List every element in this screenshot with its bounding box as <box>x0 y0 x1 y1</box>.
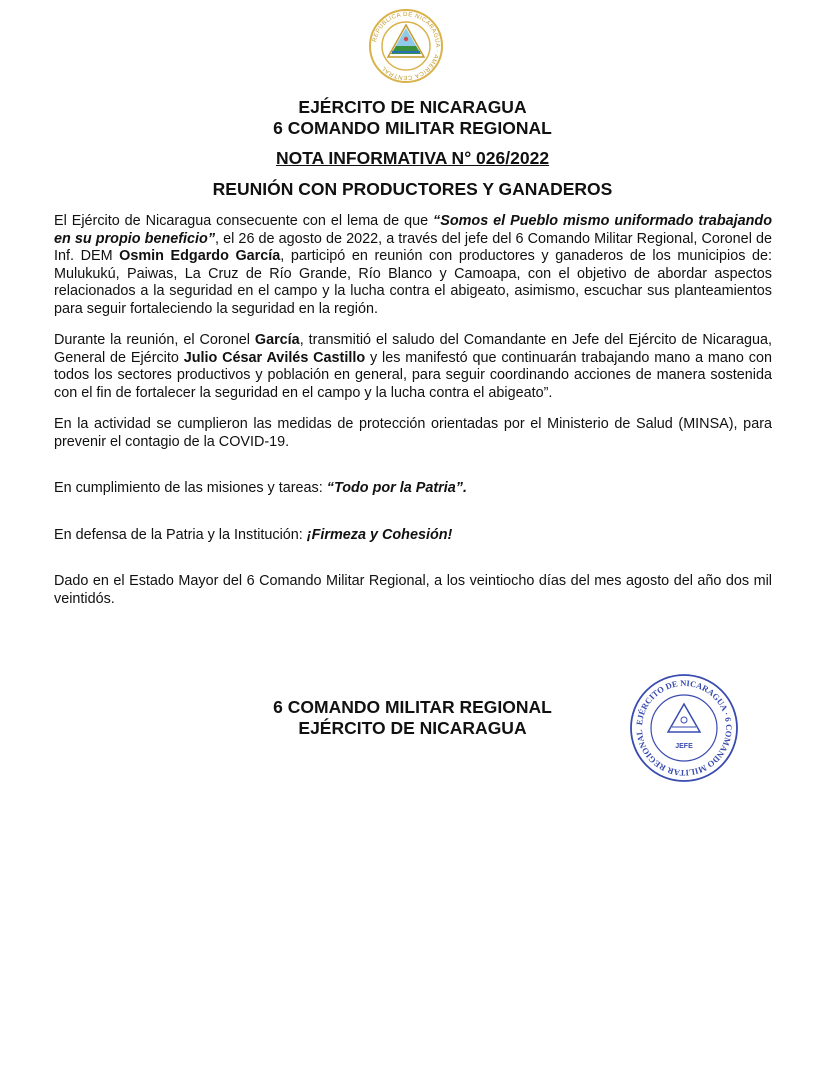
official-stamp-icon <box>628 672 740 784</box>
p5-motto: ¡Firmeza y Cohesión! <box>306 526 453 543</box>
p2-name-1: García <box>254 332 300 348</box>
nota-number: NOTA INFORMATIVA N° 026/2022 <box>275 148 550 168</box>
p5-text: En defensa de la Patria y la Institución: <box>54 526 307 543</box>
stamp-ring-text: EJÉRCITO DE NICARAGUA · 6 COMANDO MILITAR REGIONAL <box>633 677 735 779</box>
paragraph-4 <box>54 480 772 498</box>
nicaragua-coat-of-arms-icon <box>368 8 444 84</box>
p2-name-2: Julio César Avilés Castillo <box>183 349 366 366</box>
svg-text:EJÉRCITO DE NICARAGUA · 6 COMA <box>634 678 734 778</box>
paragraph-2 <box>54 332 772 402</box>
footer-command: 6 COMANDO MILITAR REGIONAL <box>273 697 552 717</box>
p1-motto: “Somos el Pueblo mismo uniformado trabajando en su propio beneficio” <box>54 213 772 247</box>
p2-text-3: y les manifestó que continuarán trabajando mano a mano con todos los sectores productivos y población en general, para seguir coordinando acciones de manera sostenida con el fin de fortalecer la seguridad en el campo y la lucha contra el abigeato”. <box>54 349 772 401</box>
p1-name: Osmin Edgardo García <box>119 248 281 264</box>
paragraph-3 <box>54 416 772 451</box>
subject-title: REUNIÓN CON PRODUCTORES Y GANADEROS <box>212 179 613 199</box>
paragraph-5 <box>54 527 772 545</box>
seal-ring-text: REPÚBLICA DE NICARAGUA · AMÉRICA CENTRAL <box>372 11 441 81</box>
p1-text-1: El Ejército de Nicaragua consecuente con el lema de que <box>54 213 434 229</box>
p1-text-3: , participó en reunión con productores y ganaderos de los municipios de: Mulukukú, Paiwas, La Cruz de Río Grande, Río Blanco y Camoapa, con el objetivo de abordar aspectos relacionados a la seguridad en el campo y la lucha contra el abigeato, asimismo, escuchar sus planteamientos para seguir fortaleciendo la seguridad en la región. <box>54 248 772 317</box>
p6-text: Dado en el Estado Mayor del 6 Comando Militar Regional, a los veintiocho días del mes agosto del año dos mil veintidós. <box>54 573 772 607</box>
paragraph-6 <box>54 573 772 608</box>
stamp-center-text: JEFE <box>675 743 693 750</box>
p2-text-2: , transmitió el saludo del Comandante en Jefe del Ejército de Nicaragua, General de Ejército <box>54 332 772 366</box>
paragraph-1 <box>54 213 772 318</box>
command-title: 6 COMANDO MILITAR REGIONAL <box>273 118 552 138</box>
footer-institution: EJÉRCITO DE NICARAGUA <box>298 718 527 738</box>
document-body <box>54 213 772 622</box>
institution-title: EJÉRCITO DE NICARAGUA <box>298 97 527 117</box>
p2-text-1: Durante la reunión, el Coronel <box>54 332 255 348</box>
document-header <box>0 97 825 200</box>
p1-text-2: , el 26 de agosto de 2022, a través del jefe del 6 Comando Militar Regional, Coronel de Inf. DEM <box>54 230 772 264</box>
p4-text: En cumplimiento de las misiones y tareas: <box>54 480 327 496</box>
p3-text: En la actividad se cumplieron las medidas de protección orientadas por el Ministerio de Salud (MINSA), para prevenir el contagio de la COVID-19. <box>54 416 772 450</box>
p4-motto: “Todo por la Patria”. <box>326 480 467 496</box>
